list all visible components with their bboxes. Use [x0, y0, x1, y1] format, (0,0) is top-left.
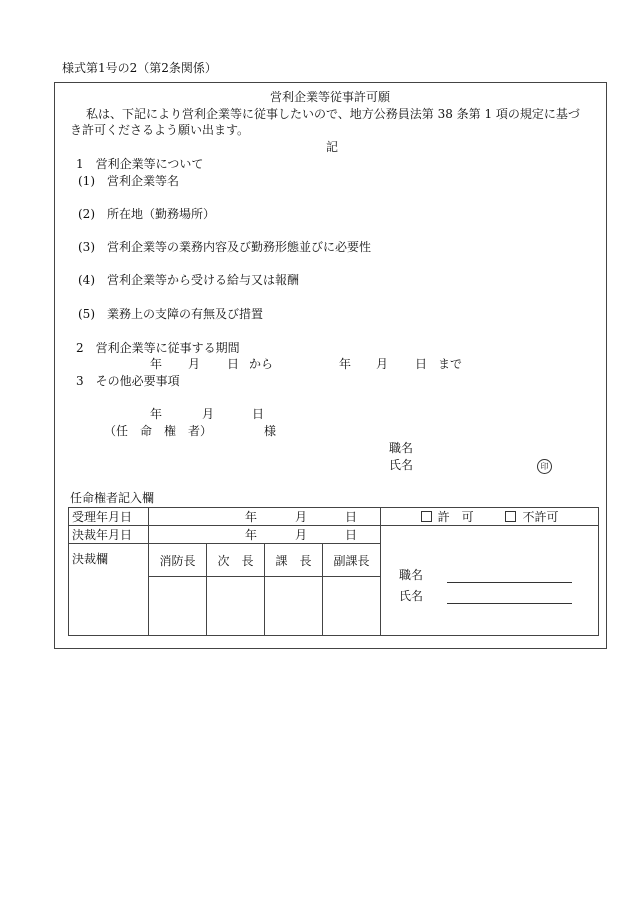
form-title: 営利企業等従事許可願: [270, 90, 391, 104]
approval-label: 決裁欄: [69, 544, 149, 636]
review-table: [68, 507, 599, 636]
intro-line-1: 私は、下記により営利企業等に従事したいので、地方公務員法第 38 条第 1 項の規定に基づ: [86, 107, 580, 121]
review-heading: 任命権者記入欄: [70, 491, 155, 505]
role-deputy-section-chief: 副課長: [323, 544, 381, 577]
received-row: [69, 508, 599, 526]
role-fire-chief: 消防長: [149, 544, 207, 577]
seal-mark: [537, 458, 552, 474]
appointer-label: （任 命 権 者）: [104, 424, 213, 438]
period-month-2: 月: [376, 357, 389, 371]
period-to: まで: [438, 357, 463, 371]
seal-icon: 印: [537, 459, 552, 474]
decided-date: 年 月 日: [149, 526, 381, 544]
applicant-name-label: 氏名: [389, 458, 414, 472]
date-year: 年: [150, 407, 163, 421]
period-year-2: 年: [339, 357, 352, 371]
period-day-2: 日: [415, 357, 428, 371]
role-section-chief: 課 長: [265, 544, 323, 577]
received-date: 年 月 日: [149, 508, 381, 526]
period-from: から: [249, 357, 274, 371]
not-permit-checkbox[interactable]: [505, 511, 516, 522]
period-month-1: 月: [188, 357, 201, 371]
item-1-1: (1) 営利企業等名: [78, 174, 179, 188]
permit-options: [381, 508, 599, 526]
intro-line-2: き許可くださるよう願い出ます。: [70, 123, 250, 137]
review-name-row: 氏名: [399, 587, 595, 604]
section-3-heading: 3 その他必要事項: [76, 374, 180, 388]
permit-label: 許 可: [437, 510, 474, 524]
stamp-box-1[interactable]: [149, 577, 207, 636]
item-1-3: (3) 営利企業等の業務内容及び勤務形態並びに必要性: [78, 240, 372, 254]
section-1-heading: 1 営利企業等について: [76, 157, 204, 171]
review-title-row: 職名: [399, 566, 595, 583]
not-permit-label: 不許可: [522, 510, 559, 524]
permit-checkbox[interactable]: [421, 511, 432, 522]
item-1-2: (2) 所在地（勤務場所）: [78, 207, 215, 221]
period-day-1: 日: [227, 357, 240, 371]
decided-row: [69, 526, 599, 544]
section-2-heading: 2 営利企業等に従事する期間: [76, 341, 240, 355]
period-year-1: 年: [150, 357, 163, 371]
form-number: 様式第1号の2（第2条関係）: [62, 61, 217, 75]
applicant-title-label: 職名: [389, 441, 414, 455]
date-month: 月: [202, 407, 215, 421]
signature-block: [381, 526, 599, 636]
item-1-4: (4) 営利企業等から受ける給与又は報酬: [78, 273, 299, 287]
role-deputy-chief: 次 長: [207, 544, 265, 577]
ki-label: 記: [326, 140, 339, 154]
stamp-box-2[interactable]: [207, 577, 265, 636]
decided-label: 決裁年月日: [69, 526, 149, 544]
date-day: 日: [252, 407, 265, 421]
item-1-5: (5) 業務上の支障の有無及び措置: [78, 307, 263, 321]
stamp-box-4[interactable]: [323, 577, 381, 636]
appointer-sama: 様: [264, 424, 277, 438]
received-label: 受理年月日: [69, 508, 149, 526]
stamp-box-3[interactable]: [265, 577, 323, 636]
